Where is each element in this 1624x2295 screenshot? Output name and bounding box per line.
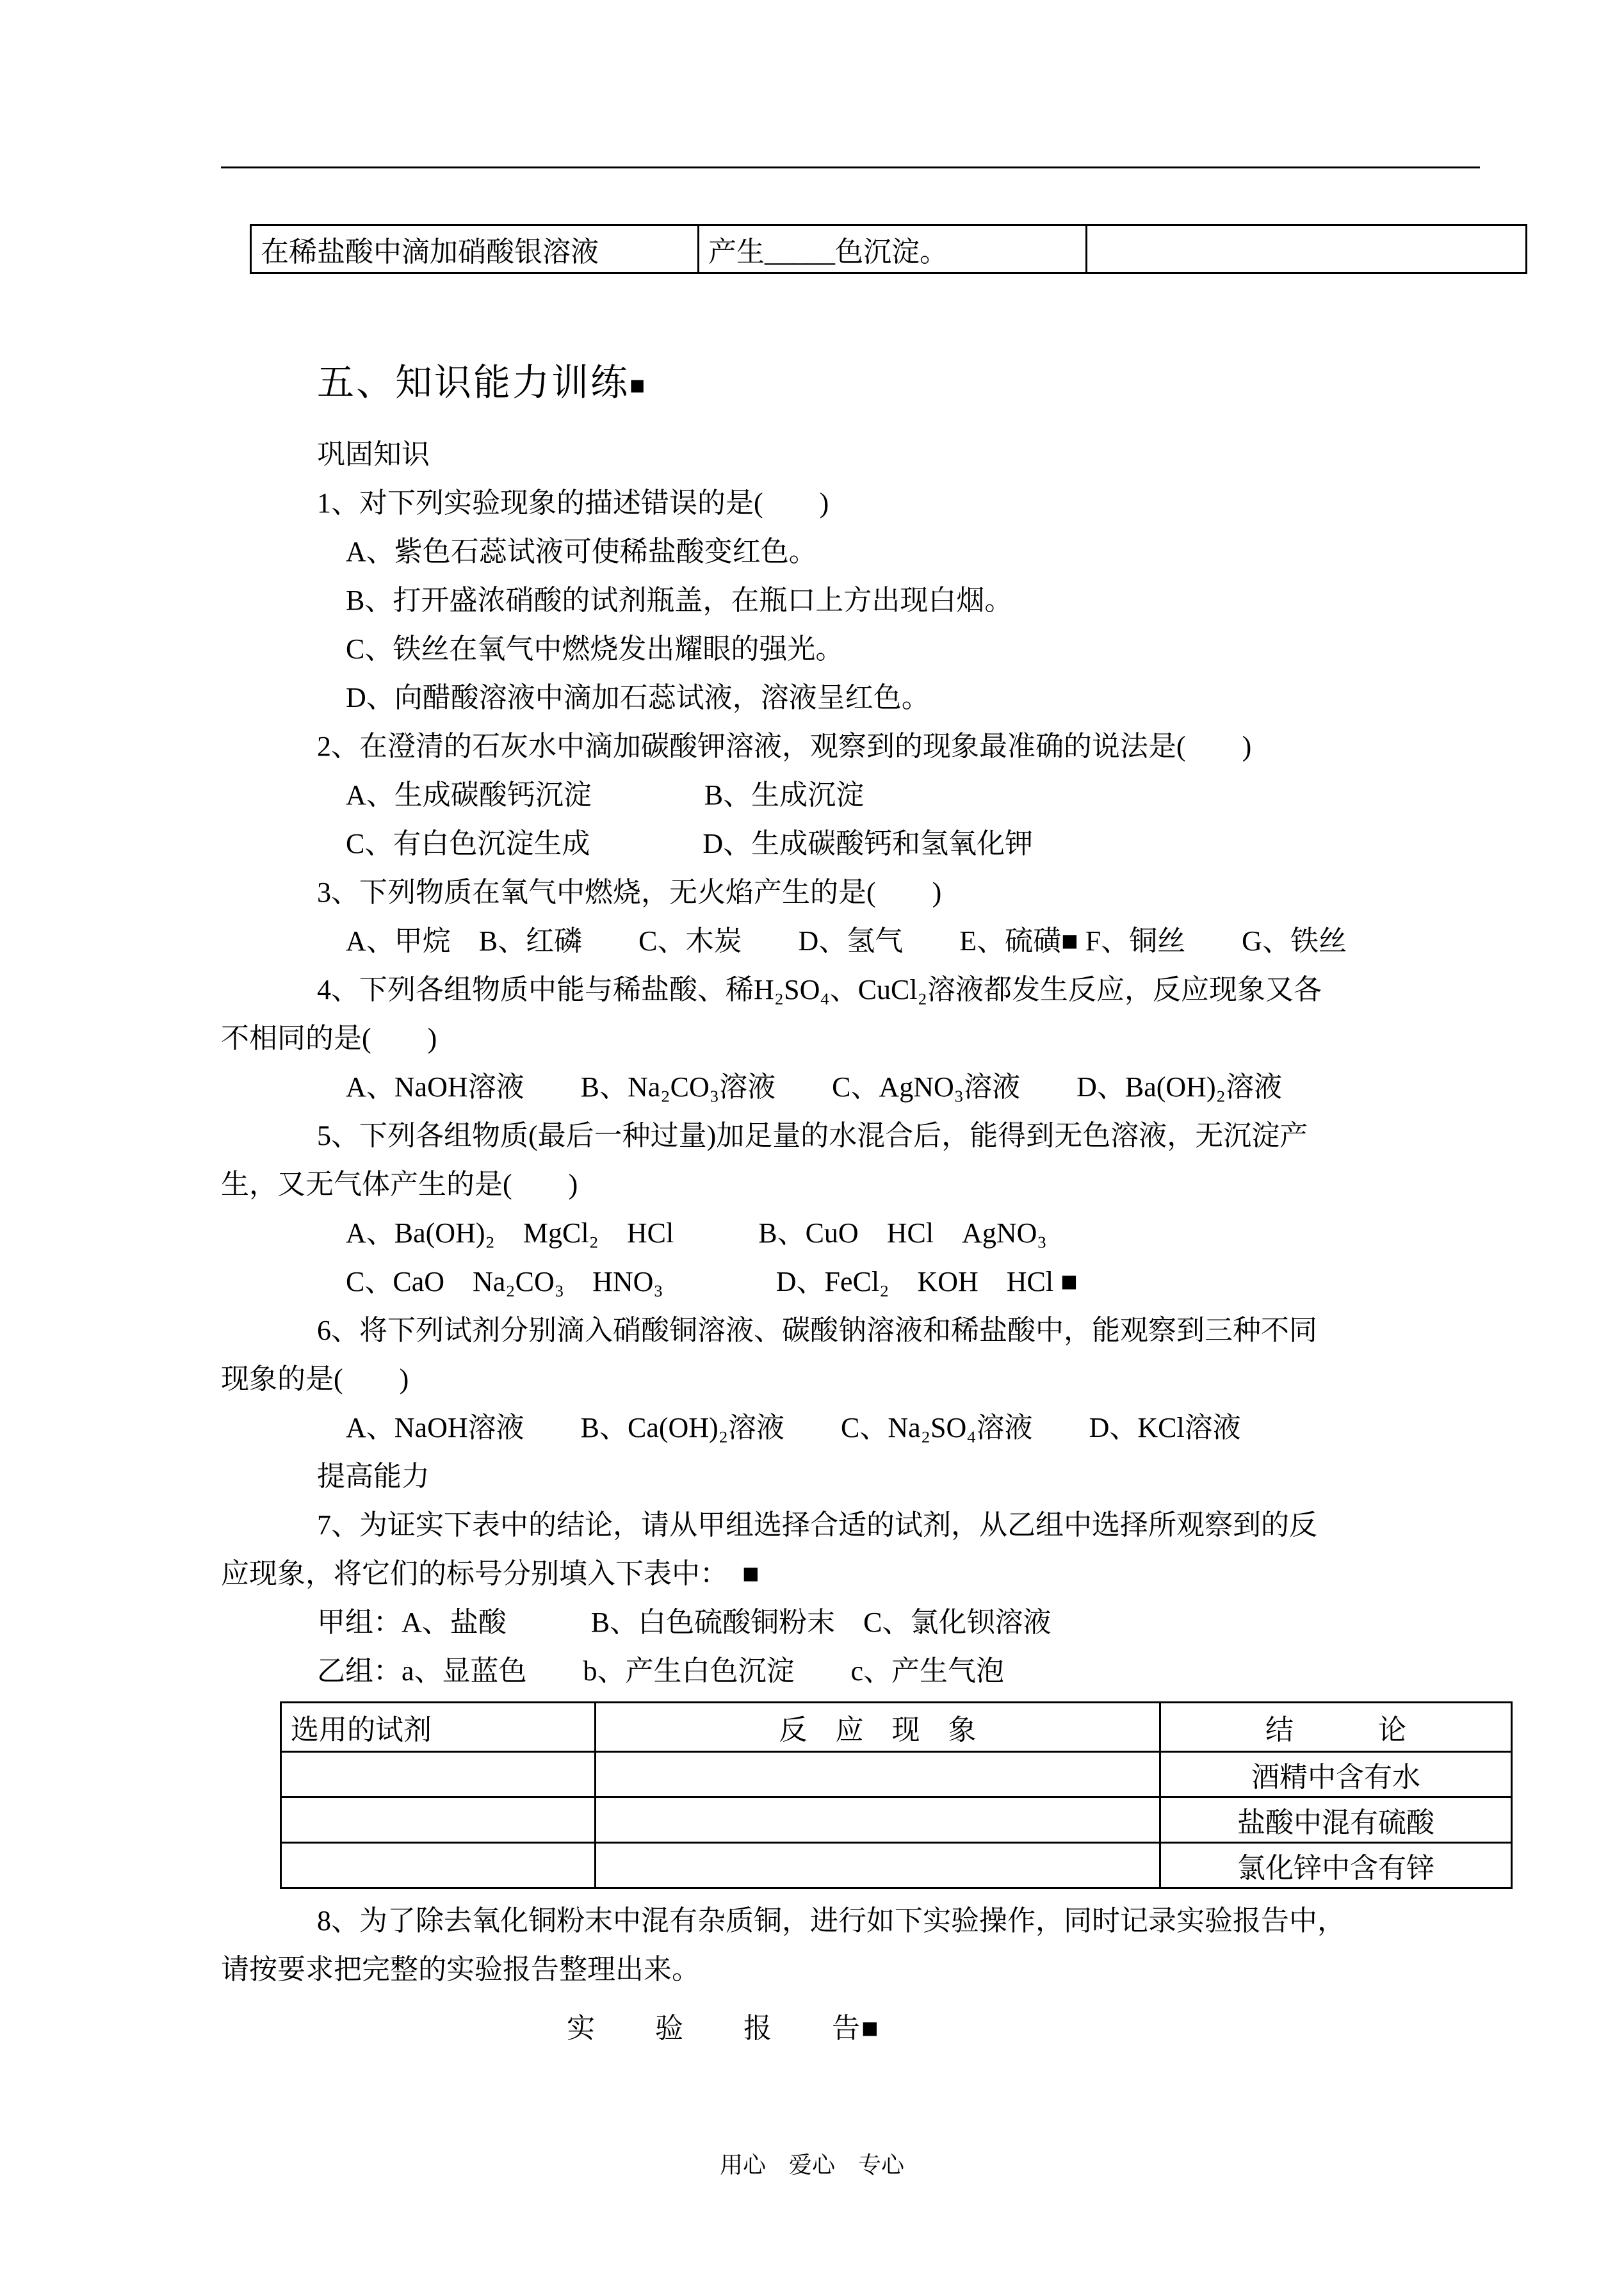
option-1b: B、打开盛浓硝酸的试剂瓶盖，在瓶口上方出现白烟。 xyxy=(346,585,1013,616)
option-2cd: C、有白色沉淀生成 D、生成碳酸钙和氢氧化钾 xyxy=(346,828,1034,859)
question-1: 1、对下列实验现象的描述错误的是( ) xyxy=(317,487,829,519)
phenomenon-cell xyxy=(596,1752,1160,1797)
option-1c: C、铁丝在氧气中燃烧发出耀眼的强光。 xyxy=(346,633,844,665)
reagent-cell xyxy=(281,1797,596,1843)
phenomenon-cell xyxy=(596,1797,1160,1843)
reagent-cell xyxy=(281,1843,596,1888)
empty-cell xyxy=(1087,225,1527,273)
section-heading xyxy=(317,352,645,406)
option-4all: A、NaOH溶液 B、Na₂CO₃溶液 C、AgNO₃溶液 D、Ba(OH)₂溶液 xyxy=(346,1071,1282,1103)
question-4-line2: 不相同的是( ) xyxy=(221,1023,437,1054)
conclusion-cell: 氯化锌中含有锌 xyxy=(1160,1843,1512,1888)
conclusion-cell: 酒精中含有水 xyxy=(1160,1752,1512,1797)
question-8-line2: 请按要求把完整的实验报告整理出来。 xyxy=(221,1954,700,1985)
table-row xyxy=(281,1752,1512,1797)
option-3all: A、甲烷 B、红磷 C、木炭 D、氢气 E、硫磺■ F、铜丝 G、铁丝 xyxy=(346,925,1347,957)
object-marker-icon: ■ xyxy=(629,371,646,400)
option-2ab: A、生成碳酸钙沉淀 B、生成沉淀 xyxy=(346,779,865,811)
option-6all: A、NaOH溶液 B、Ca(OH)₂溶液 C、Na₂SO₄溶液 D、KCl溶液 xyxy=(346,1412,1241,1443)
page-header-rule xyxy=(221,166,1480,168)
table-row xyxy=(281,1797,1512,1843)
question-5-line2: 生，又无气体产生的是( ) xyxy=(221,1169,578,1200)
question-5-line1: 5、下列各组物质(最后一种过量)加足量的水混合后，能得到无色溶液，无沉淀产 xyxy=(317,1120,1308,1151)
question-8-line1: 8、为了除去氧化铜粉末中混有杂质铜，进行如下实验操作，同时记录实验报告中， xyxy=(317,1905,1345,1936)
report-title: 实 验 报 告■ xyxy=(567,2013,880,2044)
question-2: 2、在澄清的石灰水中滴加碳酸钾溶液，观察到的现象最准确的说法是( ) xyxy=(317,731,1252,762)
question-8 xyxy=(221,1897,1534,1994)
question-6-line2: 现象的是( ) xyxy=(221,1363,409,1395)
option-5ab: A、Ba(OH)₂ MgCl₂ HCl B、CuO HCl AgNO₃ xyxy=(346,1217,1047,1249)
question-3: 3、下列物质在氧气中燃烧，无火焰产生的是( ) xyxy=(317,877,942,908)
table-header-row xyxy=(281,1703,1512,1752)
reagent-table xyxy=(280,1701,1513,1889)
conclusion-cell: 盐酸中混有硫酸 xyxy=(1160,1797,1512,1843)
section-heading-text: 五、知识能力训练 xyxy=(317,362,630,403)
subheading-improve: 提高能力 xyxy=(317,1461,430,1492)
question-7-line1: 7、为证实下表中的结论，请从甲组选择合适的试剂，从乙组中选择所观察到的反 xyxy=(317,1509,1317,1541)
question-4-line1: 4、下列各组物质中能与稀盐酸、稀H₂SO₄、CuCl₂溶液都发生反应，反应现象又各 xyxy=(317,974,1322,1005)
subheading-consolidate: 巩固知识 xyxy=(317,439,430,470)
header-reagent: 选用的试剂 xyxy=(281,1703,596,1752)
question-body xyxy=(221,430,1534,1696)
table-row xyxy=(281,1843,1512,1888)
footer-text: 用心 爱心 专心 xyxy=(719,2152,904,2178)
question-6-line1: 6、将下列试剂分别滴入硝酸铜溶液、碳酸钠溶液和稀盐酸中，能观察到三种不同 xyxy=(317,1315,1317,1346)
table-row xyxy=(251,225,1527,273)
result-table xyxy=(250,224,1527,274)
question-7-line2: 应现象，将它们的标号分别填入下表中： ■ xyxy=(221,1558,759,1589)
header-conclusion: 结 论 xyxy=(1160,1703,1512,1752)
experiment-cell: 在稀盐酸中滴加硝酸银溶液 xyxy=(251,225,699,273)
option-5cd: C、CaO Na₂CO₃ HNO₃ D、FeCl₂ KOH HCl ■ xyxy=(346,1266,1078,1297)
option-1d: D、向醋酸溶液中滴加石蕊试液，溶液呈红色。 xyxy=(346,682,930,713)
reagent-cell xyxy=(281,1752,596,1797)
group-yi-list: 乙组：a、显蓝色 b、产生白色沉淀 c、产生气泡 xyxy=(317,1655,1005,1687)
header-phenomenon: 反 应 现 象 xyxy=(596,1703,1160,1752)
phenomenon-blank-cell: 产生_____色沉淀。 xyxy=(699,225,1087,273)
phenomenon-cell xyxy=(596,1843,1160,1888)
option-1a: A、紫色石蕊试液可使稀盐酸变红色。 xyxy=(346,536,817,567)
group-jia-list: 甲组：A、盐酸 B、白色硫酸铜粉末 C、氯化钡溶液 xyxy=(317,1607,1052,1638)
